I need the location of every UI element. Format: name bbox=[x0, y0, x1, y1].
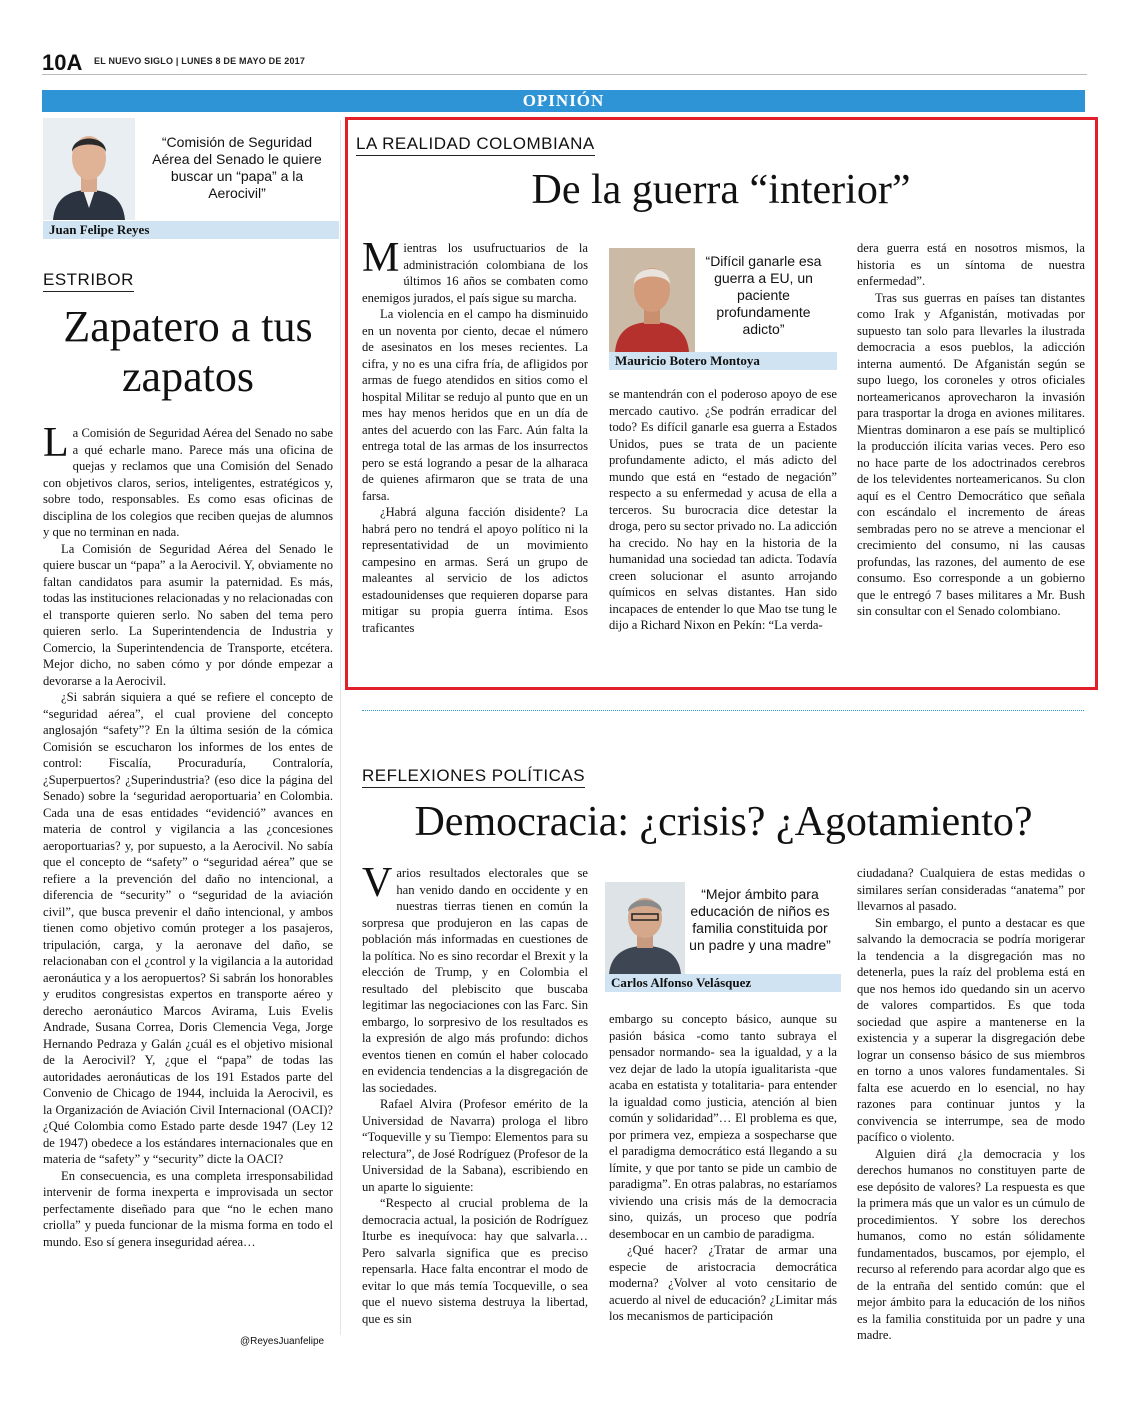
paragraph: Rafael Alvira (Profesor emérito de la Universidad de Navarra) prologa el libro “Toqueville y su Tiempo: Elementos para su relectura”, de José Rodríguez (Profesor de la Universidad de la Sabana), escribiendo en un aparte lo siguiente: bbox=[362, 1097, 588, 1194]
author-name-botero: Mauricio Botero Montoya bbox=[609, 352, 837, 370]
kicker-realidad-colombiana bbox=[356, 134, 595, 156]
paragraph: ¿Si sabrán siquiera a qué se refiere el concepto de “seguridad aérea”, el cual proviene del concepto anglosajón “safety”? En la última sesión de la cómica Comisión se escucharon los informes de los entes de control: Fiscalía, Procuraduría, Contraloría, ¿Superpuertos? ¿Superindustria? (eso dice la página del Senado) sobre la ‘seguridad aeroportuaria’ en Colombia. Cada una de esas entidades “evidenció” avances en materia de control y vigilancia a las ¿concesiones aeroportuarias? y, por supuesto, a la Aerocivil. No sabía que el concepto de “safety” o “seguridad aérea” que se refiere a la prevención del daño no intencional, a diferencia de “security” o “seguridad de la aviación civil”, que busca prevenir el daño intencional, y ambos tienen como objetivo común proteger a los pasajeros, tripulación, carga, y la aeronave del daño, se relacionaban con el ¿control y la vigilancia a la autoridad aeronáutica y a los aeropuertos? Si sabrán los honorables y eruditos congresistas expertos en transporte aéreo y derecho aeronáutico Marcos Avirama, Luis Evelis Andrade, Susana Correa, Doris Clemencia Vega, Jorge Hernando Pedraza y Galán ¿cuál es el objetivo misional de la Aerocivil? Y, ¿que el “papa” de todas las autoridades aeronáuticas de los 191 Estados parte del Convenio de Chicago de 1944, incluida la Aerocivil, es la Organización de Aviación Civil Internacional (OACI)? ¿Qué Colombia como Estado parte desde 1947 (Ley 12 de 1947) obedece a los estándares internacionales que en materia de “safety” y “security” dicte la OACI? bbox=[43, 690, 333, 1166]
dropcap: M bbox=[362, 240, 400, 281]
paragraph: ¿Qué hacer? ¿Tratar de armar una especie de aristocracia democrática moderna? ¿Volver al voto censitario de acuerdo al nivel de educación? ¿Limitar más los mecanismos de participación bbox=[609, 1243, 837, 1323]
paragraph: La Comisión de Seguridad Aérea del Senado le quiere buscar un “papa” a la Aerocivil. Y, obviamente no faltan candidatos para asumir la paternidad. Es más, todas las instituciones relacionadas y no relacionadas con el transporte quieren serlo. No saben del tema pero quieren serlo. La Superintendencia de Industria y Comercio, la Superintendencia de Transporte, etcétera. Mejor dicho, no saben cómo y por dónde empezar a devorarse a la Aerocivil. bbox=[43, 541, 333, 688]
portrait-icon bbox=[609, 248, 695, 352]
dotted-separator bbox=[362, 710, 1084, 711]
column-divider bbox=[340, 120, 341, 1335]
section-header: OPINIÓN bbox=[42, 90, 1085, 112]
pull-quote-botero: “Difícil ganarle esa guerra a EU, un paciente profundamente adicto” bbox=[705, 253, 822, 337]
kicker-estribor bbox=[43, 270, 134, 292]
article1-col3 bbox=[857, 240, 1085, 670]
pull-quote-reyes: “Comisión de Seguridad Aérea del Senado le quiere buscar un “papa” a la Aerocivil” bbox=[152, 134, 322, 201]
author-signature: @ReyesJuanfelipe bbox=[240, 1336, 325, 1347]
dropcap: L bbox=[43, 425, 69, 466]
paragraph: Tras sus guerras en países tan distantes como Irak y Afganistán, motivadas por supuesto tan solo para llevarles la ilustrada democracia a esos pueblos, la adicción interna aumentó. De Afganistán según se supo luego, los coroneles y otros oficiales norteamericanos aprovecharon la invasión para trasportar la droga en aviones militares. Mientras dominaron a ese país se multiplicó la producción ilícita varias veces. Pero eso no hace parte de los adoctrinados cerebros de los televidentes norteamericanos. Su clon aquí es el Centro Democrático que señala con escándalo el incremento de áreas sembradas pero no se atreve a mencionar el crecimiento del consumo, ni las causas profundas, las razones, del aumento de ese consumo. Eso corresponde a un gobierno que le entregó 7 bases militares a Mr. Bush sin consultar con el Senado colombiano. bbox=[857, 290, 1085, 618]
article-body-zapatero bbox=[43, 425, 333, 1325]
paragraph: En consecuencia, es una completa irresponsabilidad intervenir de forma inexperta e improvisada un sector perfectamente diseñado para que “no le echen mano criolla” y pueda funcionar de la misma forma en todo el mundo. Eso sí genera inseguridad aérea… bbox=[43, 1168, 333, 1249]
kicker-realidad-text: LA REALIDAD COLOMBIANA bbox=[356, 134, 595, 156]
paragraph: “Respecto al crucial problema de la democracia actual, la posición de Rodríguez Iturbe es inequívoca: hay que salvarla… Pero salvarla significa que es preciso repensarla. Hace falta encontrar el modo de evitar lo que más temía Tocqueville, o sea que el nuevo sistema destruya la libertad, que es sin bbox=[362, 1196, 588, 1326]
paragraph: se mantendrán con el poderoso apoyo de ese mercado cautivo. ¿Se podrán erradicar del todo? Es difícil ganarle esa guerra a Estados Unidos, pues se trata de un paciente profundamente adicto, el más adicto del mundo que está en “estado de negación” respecto a su enfermedad y acusa de ella a terceros. Su burocracia dice detestar la droga, pero su sector privado no. La adicción ha crecido. No hay en la historia de la humanidad una sociedad tan adicta. Todavía creen solucionar el asunto arrojando químicos en selvas distantes. Han sido incapaces de entender lo que Mao tse tung le dijo a Richard Nixon en Pekín: “La verda- bbox=[609, 387, 837, 632]
paragraph: embargo su concepto básico, aunque su pasión básica -como tanto subraya el pensador normando- sea la igualdad, y a la vez dejar de lado la utopía igualitarista -que acaba en estatista y totalitaria- para entender la igualdad como justicia, atención al bien común y solidaridad”… El problema es que, por primera vez, empieza a sospecharse que el paradigma democrático está llegando a su límite, y que por tanto se pide un cambio de paradigma”. En otras palabras, no estaríamos viviendo una crisis más de la democracia sino, quizás, un proceso que podría desembocar en un cambio de paradigma. bbox=[609, 1012, 837, 1241]
headline-guerra-interior: De la guerra “interior” bbox=[531, 167, 911, 213]
kicker-reflexiones-text: REFLEXIONES POLÍTICAS bbox=[362, 766, 585, 788]
portrait-icon bbox=[605, 882, 685, 974]
article2-col2 bbox=[609, 1011, 837, 1351]
author-name-reyes: Juan Felipe Reyes bbox=[43, 221, 339, 239]
page-number: 10A bbox=[42, 50, 83, 75]
author-photo-botero bbox=[609, 248, 695, 352]
paragraph: La violencia en el campo ha disminuido en un noventa por ciento, decae el número de asesinatos en los meses recientes. La cifra, y no es una cifra fría, de afligidos por armas de fuego atendidos en sitios como el hospital Militar se redujo al punto que en un mes hay menos heridos que en un día de antes del acuerdo con las Farc. Aún falta la entrega total de las armas de los insurrectos pero se está logrando a pesar de la alharaca de quienes afirmaron que se trata de una farsa. bbox=[362, 307, 588, 503]
paragraph: ¿Habrá alguna facción disidente? La habrá pero no tendrá el apoyo político ni la representatividad de un movimiento campesino en armas. Será un grupo de maleantes al servicio de los adictos estadounidenses que requieren doparse para mitigar su propia guerra íntima. Esos traficantes bbox=[362, 505, 588, 635]
paragraph: Varios resultados electorales que se han venido dando en occidente y en nuestras tierras tienen en común la sorpresa que produjeron en las capas de población más informadas en cuestiones de la política. No es sino recordar el Brexit y la elección de Trump, y en Colombia el resultado del plebiscito que buscaba legitimar las negociaciones con las Farc. Sin embargo, lo sorpresivo de los resultados es la expresión de algo más profundo: dichos eventos tienen en común el haber colocado en evidencia tendencias a la disgregación de las sociedades. bbox=[362, 865, 588, 1095]
headline-zapatero: Zapatero a tus zapatos bbox=[63, 302, 313, 401]
kicker-reflexiones-politicas bbox=[362, 766, 585, 788]
pull-quote-velasquez: “Mejor ámbito para educación de niños es familia constituida por un padre y una madre” bbox=[689, 886, 831, 953]
dropcap: V bbox=[362, 865, 393, 906]
paragraph: La Comisión de Seguridad Aérea del Senado no sabe a qué echarle mano. Parece más una oficina de quejas y reclamos que una Comisión del Senado con objetivos claros, serios, inteligentes, estratégicos y, sobre todo, responsables. Es como esas oficinas de disciplina de los colegios que reciben quejas de alumnos y que no terminan en nada. bbox=[43, 425, 333, 539]
paragraph: Mientras los usufructuarios de la administración colombiana de los últimos 16 años se combaten como enemigos jurados, el país sigue su marcha. bbox=[362, 240, 588, 305]
article2-col3 bbox=[857, 865, 1085, 1350]
author-photo-velasquez bbox=[605, 882, 685, 974]
publication-line: EL NUEVO SIGLO | LUNES 8 DE MAYO DE 2017 bbox=[94, 56, 306, 66]
article2-col1 bbox=[362, 865, 588, 1345]
paragraph: ciudadana? Cualquiera de estas medidas o similares serían consideradas “anatema” por llevarnos al pasado. bbox=[857, 866, 1085, 913]
author-photo-reyes bbox=[43, 118, 135, 220]
paragraph: dera guerra está en nosotros mismos, la historia es un síntoma de nuestra enfermedad”. bbox=[857, 241, 1085, 288]
portrait-icon bbox=[43, 118, 135, 220]
kicker-estribor-text: ESTRIBOR bbox=[43, 270, 134, 292]
article1-col2 bbox=[609, 386, 837, 666]
author-name-velasquez: Carlos Alfonso Velásquez bbox=[605, 974, 841, 992]
masthead bbox=[42, 50, 1087, 75]
paragraph: Alguien dirá ¿la democracia y los derechos humanos no constituyen parte de ese depósito de valores? La respuesta es que la primera más que un valor es un cúmulo de procedimientos. Y sobre los derechos humanos, como no están sólidamente fundamentados, buscamos, por ejemplo, el recurso al referendo para acordar algo que es de la entraña del sentido común: que el mejor ámbito para la educación de los niños es la familia constituida por un padre y una madre. bbox=[857, 1146, 1085, 1342]
article1-col1 bbox=[362, 240, 588, 660]
paragraph: Sin embargo, el punto a destacar es que salvando la democracia se podría morigerar la tendencia a la disgregación mas no detenerla, pues la raíz del problema está en que nos hemos ido quedando sin un acervo de valores compartidos. Es que toda sociedad que aspire a mantenerse en la existencia y a superar la disgregación debe lograr un consenso básico de sus miembros en torno a unos valores fundamentales. Si falta ese acuerdo en lo esencial, no hay razones para continuar juntos y la convivencia se interrumpe, sea de modo pacífico o violento. bbox=[857, 915, 1085, 1144]
headline-democracia: Democracia: ¿crisis? ¿Agotamiento? bbox=[414, 799, 1033, 845]
